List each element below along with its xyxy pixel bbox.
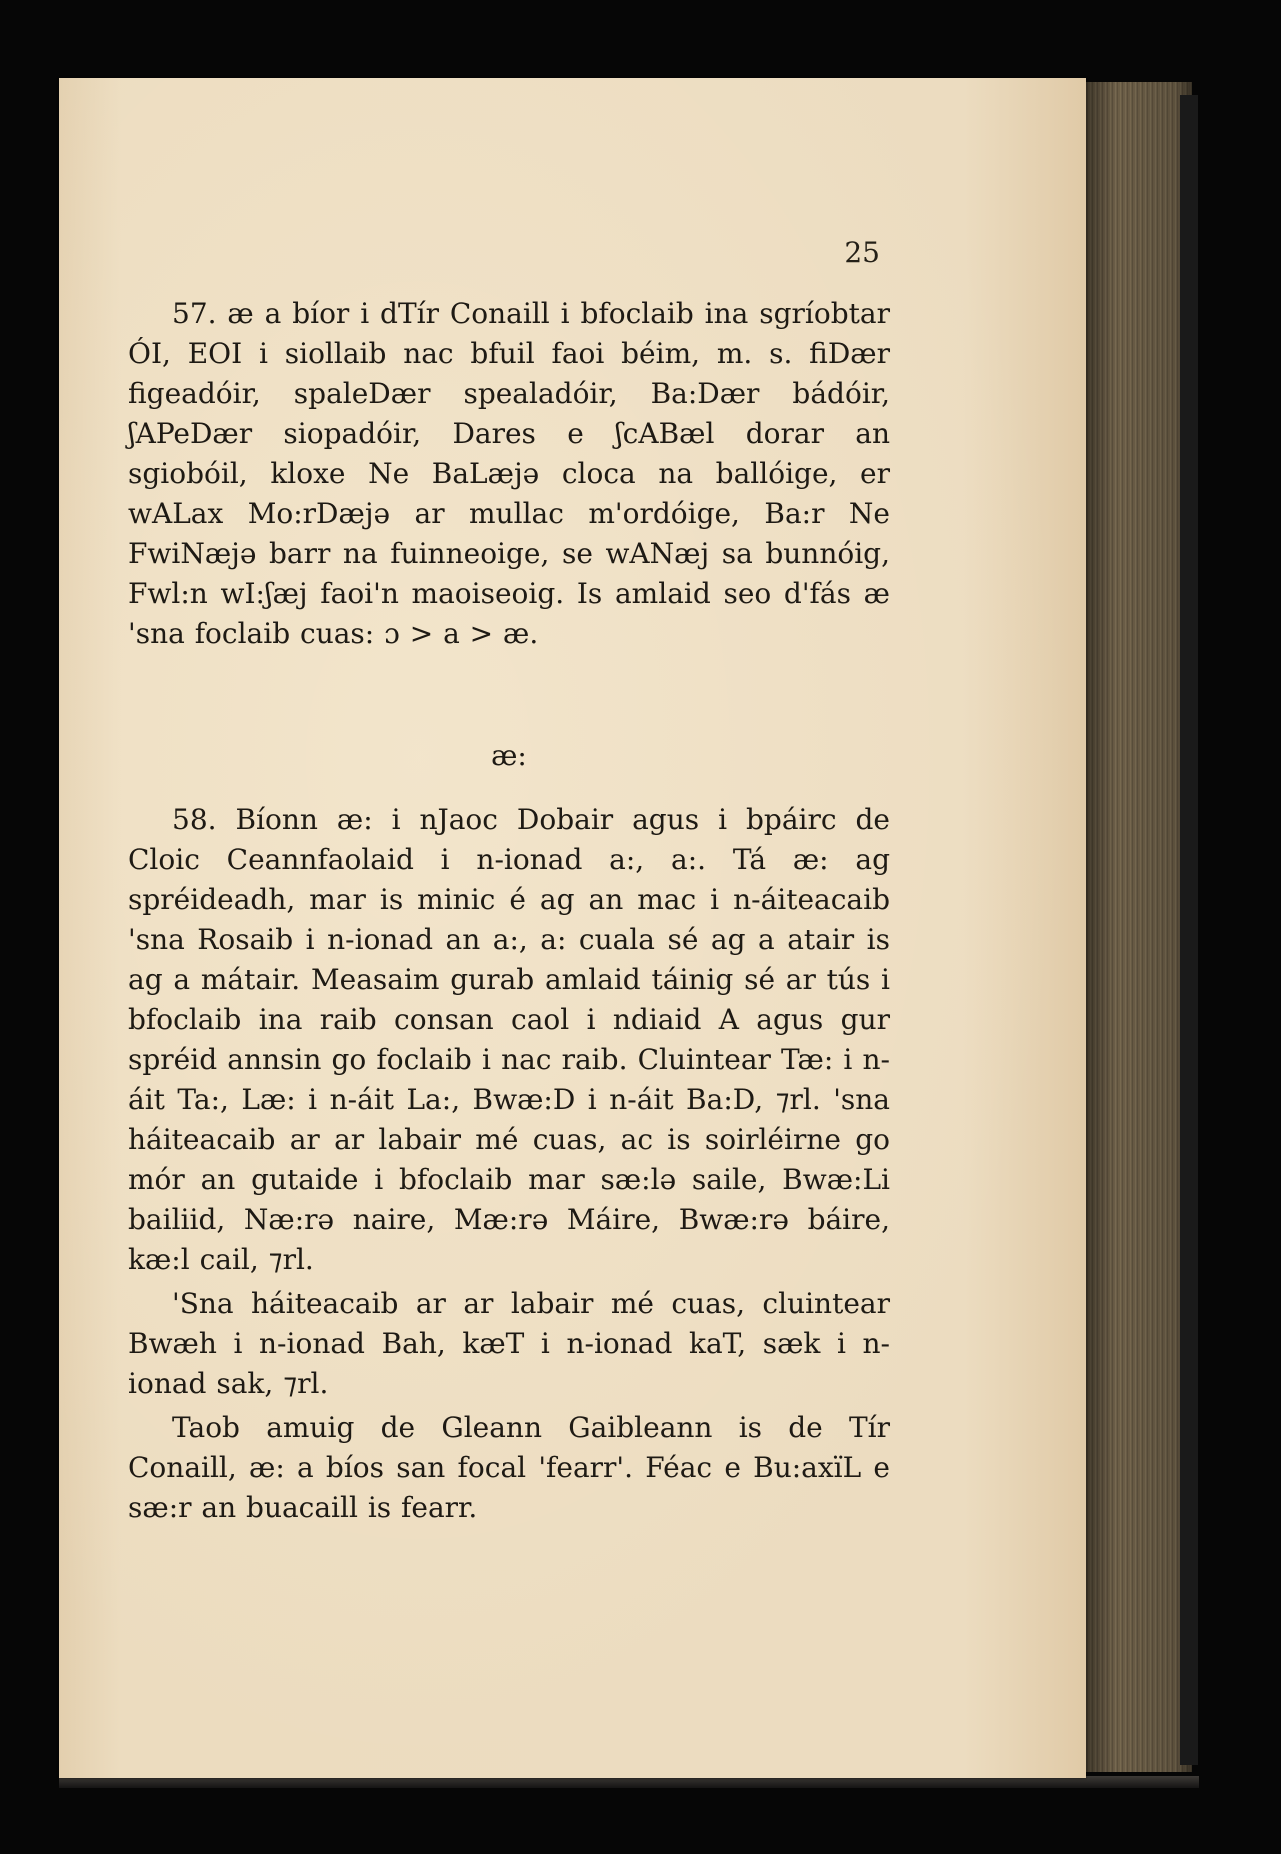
- page-number: 25: [844, 236, 880, 269]
- page-body: [128, 294, 890, 1528]
- page-edges-shadow: [1084, 82, 1192, 1772]
- book-cover-edge: [1180, 95, 1198, 1765]
- paragraph-58: 58. Bíonn æ: i nJaoc Dobair agus i bpáirc de Cloic Ceannfaolaid i n-ionad a:, a:. Tá æ: ag spréideadh, mar is minic é ag an mac i n-áiteacaib 'sna Rosaib i n-ionad an a:, a: cuala sé ag a atair is ag a mátair. Measaim gurab amlaid táinig sé ar tús i bfoclaib ina raib consan caol i ndiaid A agus gur spréid annsin go foclaib i nac raib. Cluintear Tæ: i n-áit Ta:, Læ: i n-áit La:, Bwæ:D i n-áit Ba:D, ⁊rl. 'sna háiteacaib ar ar labair mé cuas, ac is soirléirne go mór an gutaide i bfoclaib mar sæ:lə saile, Bwæ:Li bailiid, Næ:rə naire, Mæ:rə Máire, Bwæ:rə báire, kæ:l cail, ⁊rl.: [128, 803, 890, 1276]
- paragraph-taob-amuig: Taob amuig de Gleann Gaibleann is de Tír Conaill, æ: a bíos san focal 'fearr'. Féac e Bu:axïL e sæ:r an buacaill is fearr.: [128, 1411, 890, 1524]
- section-heading: æ:: [491, 739, 527, 772]
- paragraph-57: 57. æ a bíor i dTír Conaill i bfoclaib ina sgríobtar ÓI, EOI i siollaib nac bfuil faoi béim, m. s. fiDær figeadóir, spaleDær spealadóir, Ba:Dær bádóir, ʃAPeDær siopadóir, Dares e ʃcABæl dorar an sgiobóil, kloxe Ne BaLæjə cloca na ballóige, er wALax Mo:rDæjə ar mullac m'ordóige, Ba:r Ne FwiNæjə barr na fuinneoige, se wANæj sa bunnóig, Fwl:n wI:ʃæj faoi'n maoiseoig. Is amlaid seo d'fás æ 'sna foclaib cuas: ɔ > a > æ.: [128, 297, 890, 650]
- paragraph-sna-haiteacaib: 'Sna háiteacaib ar ar labair mé cuas, cluintear Bwæh i n-ionad Bah, kæT i n-ionad kaT, sæk i n-ionad sak, ⁊rl.: [128, 1287, 890, 1400]
